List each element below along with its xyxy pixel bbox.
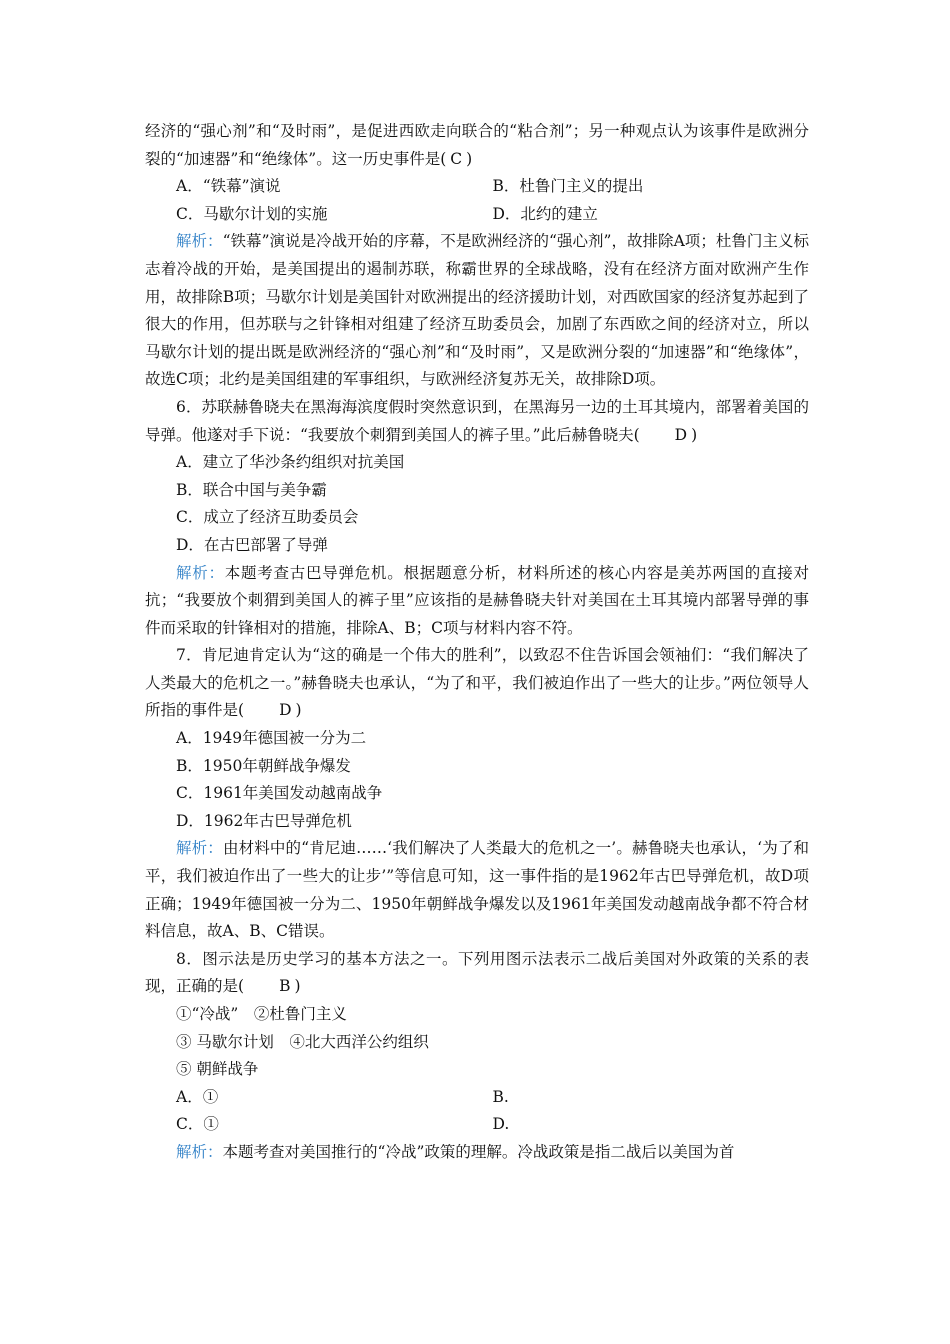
question-7-option-d: D．1962年古巴导弹危机 [176, 811, 352, 830]
analysis-label: 解析： [176, 563, 225, 582]
question-8-answer: B [279, 977, 291, 996]
question-6-answer: D [674, 425, 688, 444]
question-8-options-row-2 [145, 1111, 809, 1139]
question-5-stem [145, 118, 809, 173]
question-6-option-a: A．建立了华沙条约组织对抗美国 [176, 453, 405, 472]
question-5-analysis [145, 228, 809, 394]
question-8-bracket-close: ) [294, 977, 301, 996]
question-7-answer: D [279, 701, 292, 720]
question-8-item-line-1: ①“冷战” ②杜鲁门主义 [176, 1005, 347, 1023]
document-page [145, 118, 809, 1167]
question-6-stem [145, 394, 809, 449]
question-6-analysis-text: 本题考查古巴导弹危机。根据题意分析，材料所述的核心内容是美苏两国的直接对抗；“我要放个刺猬到美国人的裤子里”应该指的是赫鲁晓夫针对美国在土耳其境内部署导弹的事件而采取的针锋相对的措施，排除A、B；C项与材料内容不符。 [145, 563, 809, 637]
question-5-option-a: A．“铁幕”演说 [176, 177, 281, 196]
analysis-label: 解析： [176, 1142, 223, 1161]
question-7-stem [145, 642, 809, 725]
analysis-label: 解析： [176, 839, 223, 858]
question-5-bracket-close: ) [466, 149, 473, 168]
question-6-bracket-close: ) [691, 425, 698, 444]
question-7-analysis [145, 835, 809, 945]
question-5-option-b: B．杜鲁门主义的提出 [492, 177, 644, 196]
question-6-stem-text: 6．苏联赫鲁晓夫在黑海海滨度假时突然意识到，在黑海另一边的土耳其境内，部署着美国的导弹。他遂对手下说：“我要放个刺猬到美国人的裤子里。”此后赫鲁晓夫( [145, 397, 809, 444]
question-7-option-b: B．1950年朝鲜战争爆发 [176, 756, 351, 775]
question-7-option-c: C．1961年美国发动越南战争 [176, 784, 383, 803]
question-5-answer: C [450, 149, 463, 168]
question-5-option-d: D．北约的建立 [492, 204, 598, 223]
question-7-bracket-close: ) [295, 701, 302, 720]
question-6-analysis [145, 560, 809, 643]
question-5-options-row-2 [145, 201, 809, 229]
question-8-option-c: C．① [176, 1115, 219, 1134]
question-8-stem [145, 946, 809, 1001]
question-8-options-row-1 [145, 1084, 809, 1112]
question-8-analysis [145, 1139, 809, 1167]
question-8-option-a: A．① [176, 1087, 219, 1106]
question-5-analysis-text: “铁幕”演说是冷战开始的序幕，不是欧洲经济的“强心剂”，故排除A项；杜鲁门主义标志着冷战的开始，是美国提出的遏制苏联，称霸世界的全球战略，没有在经济方面对欧洲产生作用，故排除B项；马歇尔计划是美国针对欧洲提出的经济援助计划，对西欧国家的经济复苏起到了很大的作用，但苏联与之针锋相对组建了经济互助委员会，加剧了东西欧之间的经济对立，所以马歇尔计划的提出既是欧洲经济的“强心剂”和“及时雨”，又是欧洲分裂的“加速器”和“绝缘体”，故选C项；北约是美国组建的军事组织，与欧洲经济复苏无关，故排除D项。 [145, 232, 809, 389]
question-8-stem-text: 8．图示法是历史学习的基本方法之一。下列用图示法表示二战后美国对外政策的关系的表现，正确的是( [145, 949, 809, 996]
question-6-option-b: B．联合中国与美争霸 [176, 480, 327, 499]
question-7-option-a: A．1949年德国被一分为二 [176, 729, 367, 748]
question-8-item-line-3: ⑤ 朝鲜战争 [176, 1060, 259, 1079]
question-5-options-row-1 [145, 173, 809, 201]
question-5-option-c: C．马歇尔计划的实施 [176, 204, 328, 223]
analysis-label: 解析： [176, 232, 223, 251]
question-5-stem-text: 经济的“强心剂”和“及时雨”，是促进西欧走向联合的“粘合剂”；另一种观点认为该事件是欧洲分裂的“加速器”和“绝缘体”。这一历史事件是( [145, 122, 809, 168]
question-6-option-d: D．在古巴部署了导弹 [176, 535, 328, 554]
question-8-analysis-text: 本题考查对美国推行的“冷战”政策的理解。冷战政策是指二战后以美国为首 [222, 1142, 735, 1161]
question-8-item-line-2: ③ 马歇尔计划 ④北大西洋公约组织 [176, 1032, 429, 1051]
question-8-option-d: D. [492, 1115, 510, 1134]
question-7-analysis-text: 由材料中的“肯尼迪……‘我们解决了人类最大的危机之一’。赫鲁晓夫也承认，‘为了和平，我们被迫作出了一些大的让步’”等信息可知，这一事件指的是1962年古巴导弹危机，故D项正确；1949年德国被一分为二、1950年朝鲜战争爆发以及1961年美国发动越南战争都不符合材料信息，故A、B、C错误。 [145, 839, 809, 941]
question-7-stem-text: 7．肯尼迪肯定认为“这的确是一个伟大的胜利”，以致忍不住告诉国会领袖们：“我们解决了人类最大的危机之一。”赫鲁晓夫也承认，“为了和平，我们被迫作出了一些大的让步。”两位领导人所指的事件是( [145, 646, 809, 720]
question-6-option-c: C．成立了经济互助委员会 [176, 508, 359, 527]
question-8-option-b: B. [492, 1087, 509, 1106]
